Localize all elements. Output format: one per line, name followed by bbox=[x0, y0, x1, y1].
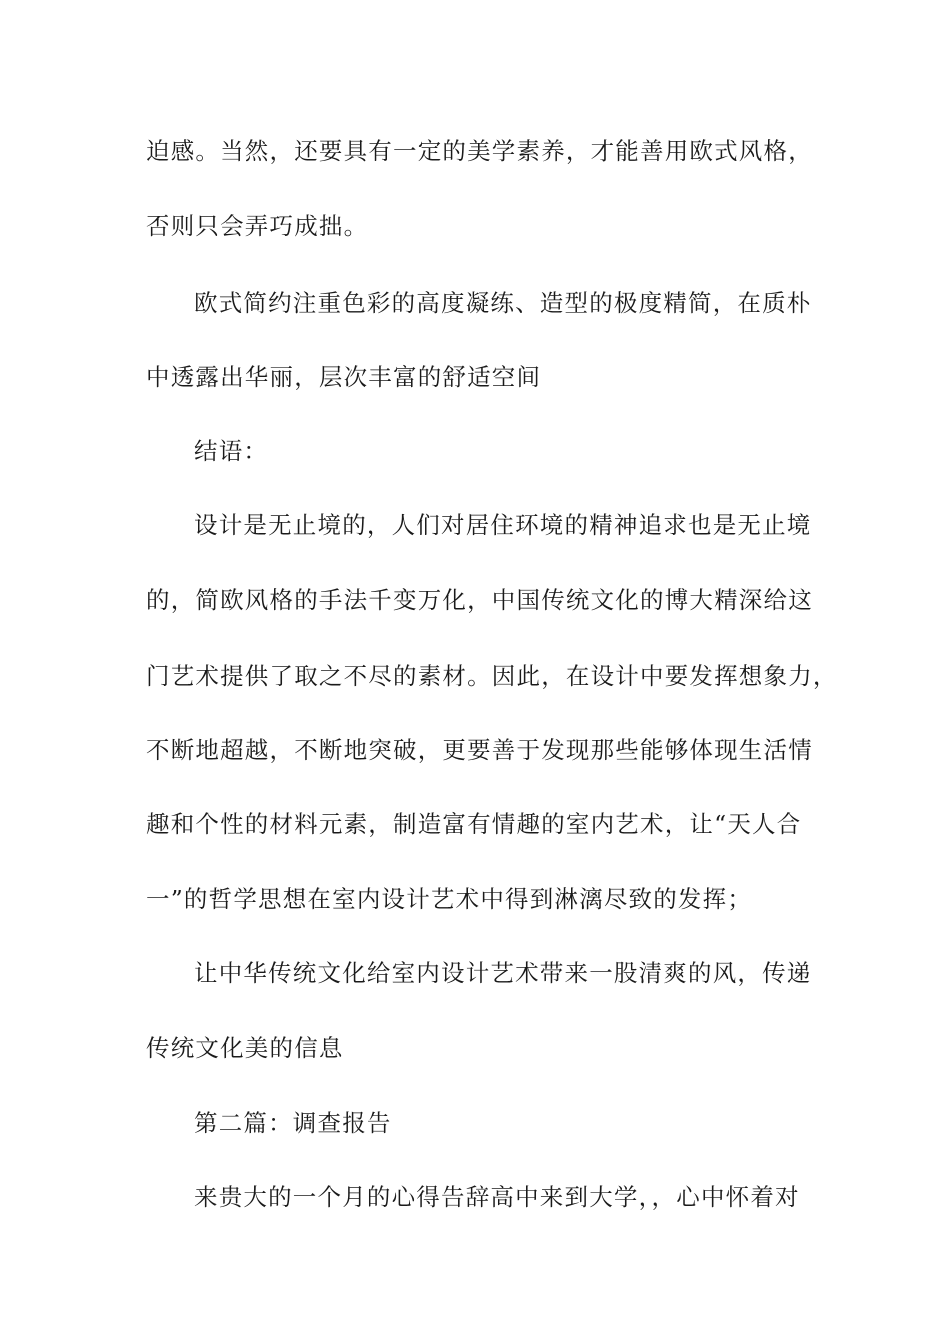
text-line: 迫感。当然，还要具有一定的美学素养，才能善用欧式风格， bbox=[146, 137, 813, 165]
text-line: 的，简欧风格的手法千变万化，中国传统文化的博大精深给这 bbox=[146, 586, 813, 614]
text-line: 传统文化美的信息 bbox=[146, 1034, 344, 1062]
text-line: 中透露出华丽，层次丰富的舒适空间 bbox=[146, 363, 542, 391]
paragraph-first-line: 设计是无止境的，人们对居住环境的精神追求也是无止境 bbox=[194, 511, 812, 539]
paragraph-first-line: 欧式简约注重色彩的高度凝练、造型的极度精简，在质朴 bbox=[194, 289, 812, 317]
text-line: 一”的哲学思想在室内设计艺术中得到淋漓尽致的发挥； bbox=[146, 885, 753, 913]
section-heading: 结语： bbox=[194, 437, 269, 465]
text-line: 趣和个性的材料元素，制造富有情趣的室内艺术，让“天人合 bbox=[146, 810, 802, 838]
text-line: 门艺术提供了取之不尽的素材。因此，在设计中要发挥想象力， bbox=[146, 662, 838, 690]
text-line: 否则只会弄巧成拙。 bbox=[146, 212, 369, 240]
paragraph-first-line: 让中华传统文化给室内设计艺术带来一股清爽的风，传递 bbox=[194, 959, 812, 987]
section-heading: 第二篇：调查报告 bbox=[194, 1109, 392, 1137]
text-line: 不断地超越，不断地突破，更要善于发现那些能够体现生活情 bbox=[146, 736, 813, 764]
paragraph-first-line: 来贵大的一个月的心得告辞高中来到大学，，心中怀着对 bbox=[194, 1183, 800, 1211]
